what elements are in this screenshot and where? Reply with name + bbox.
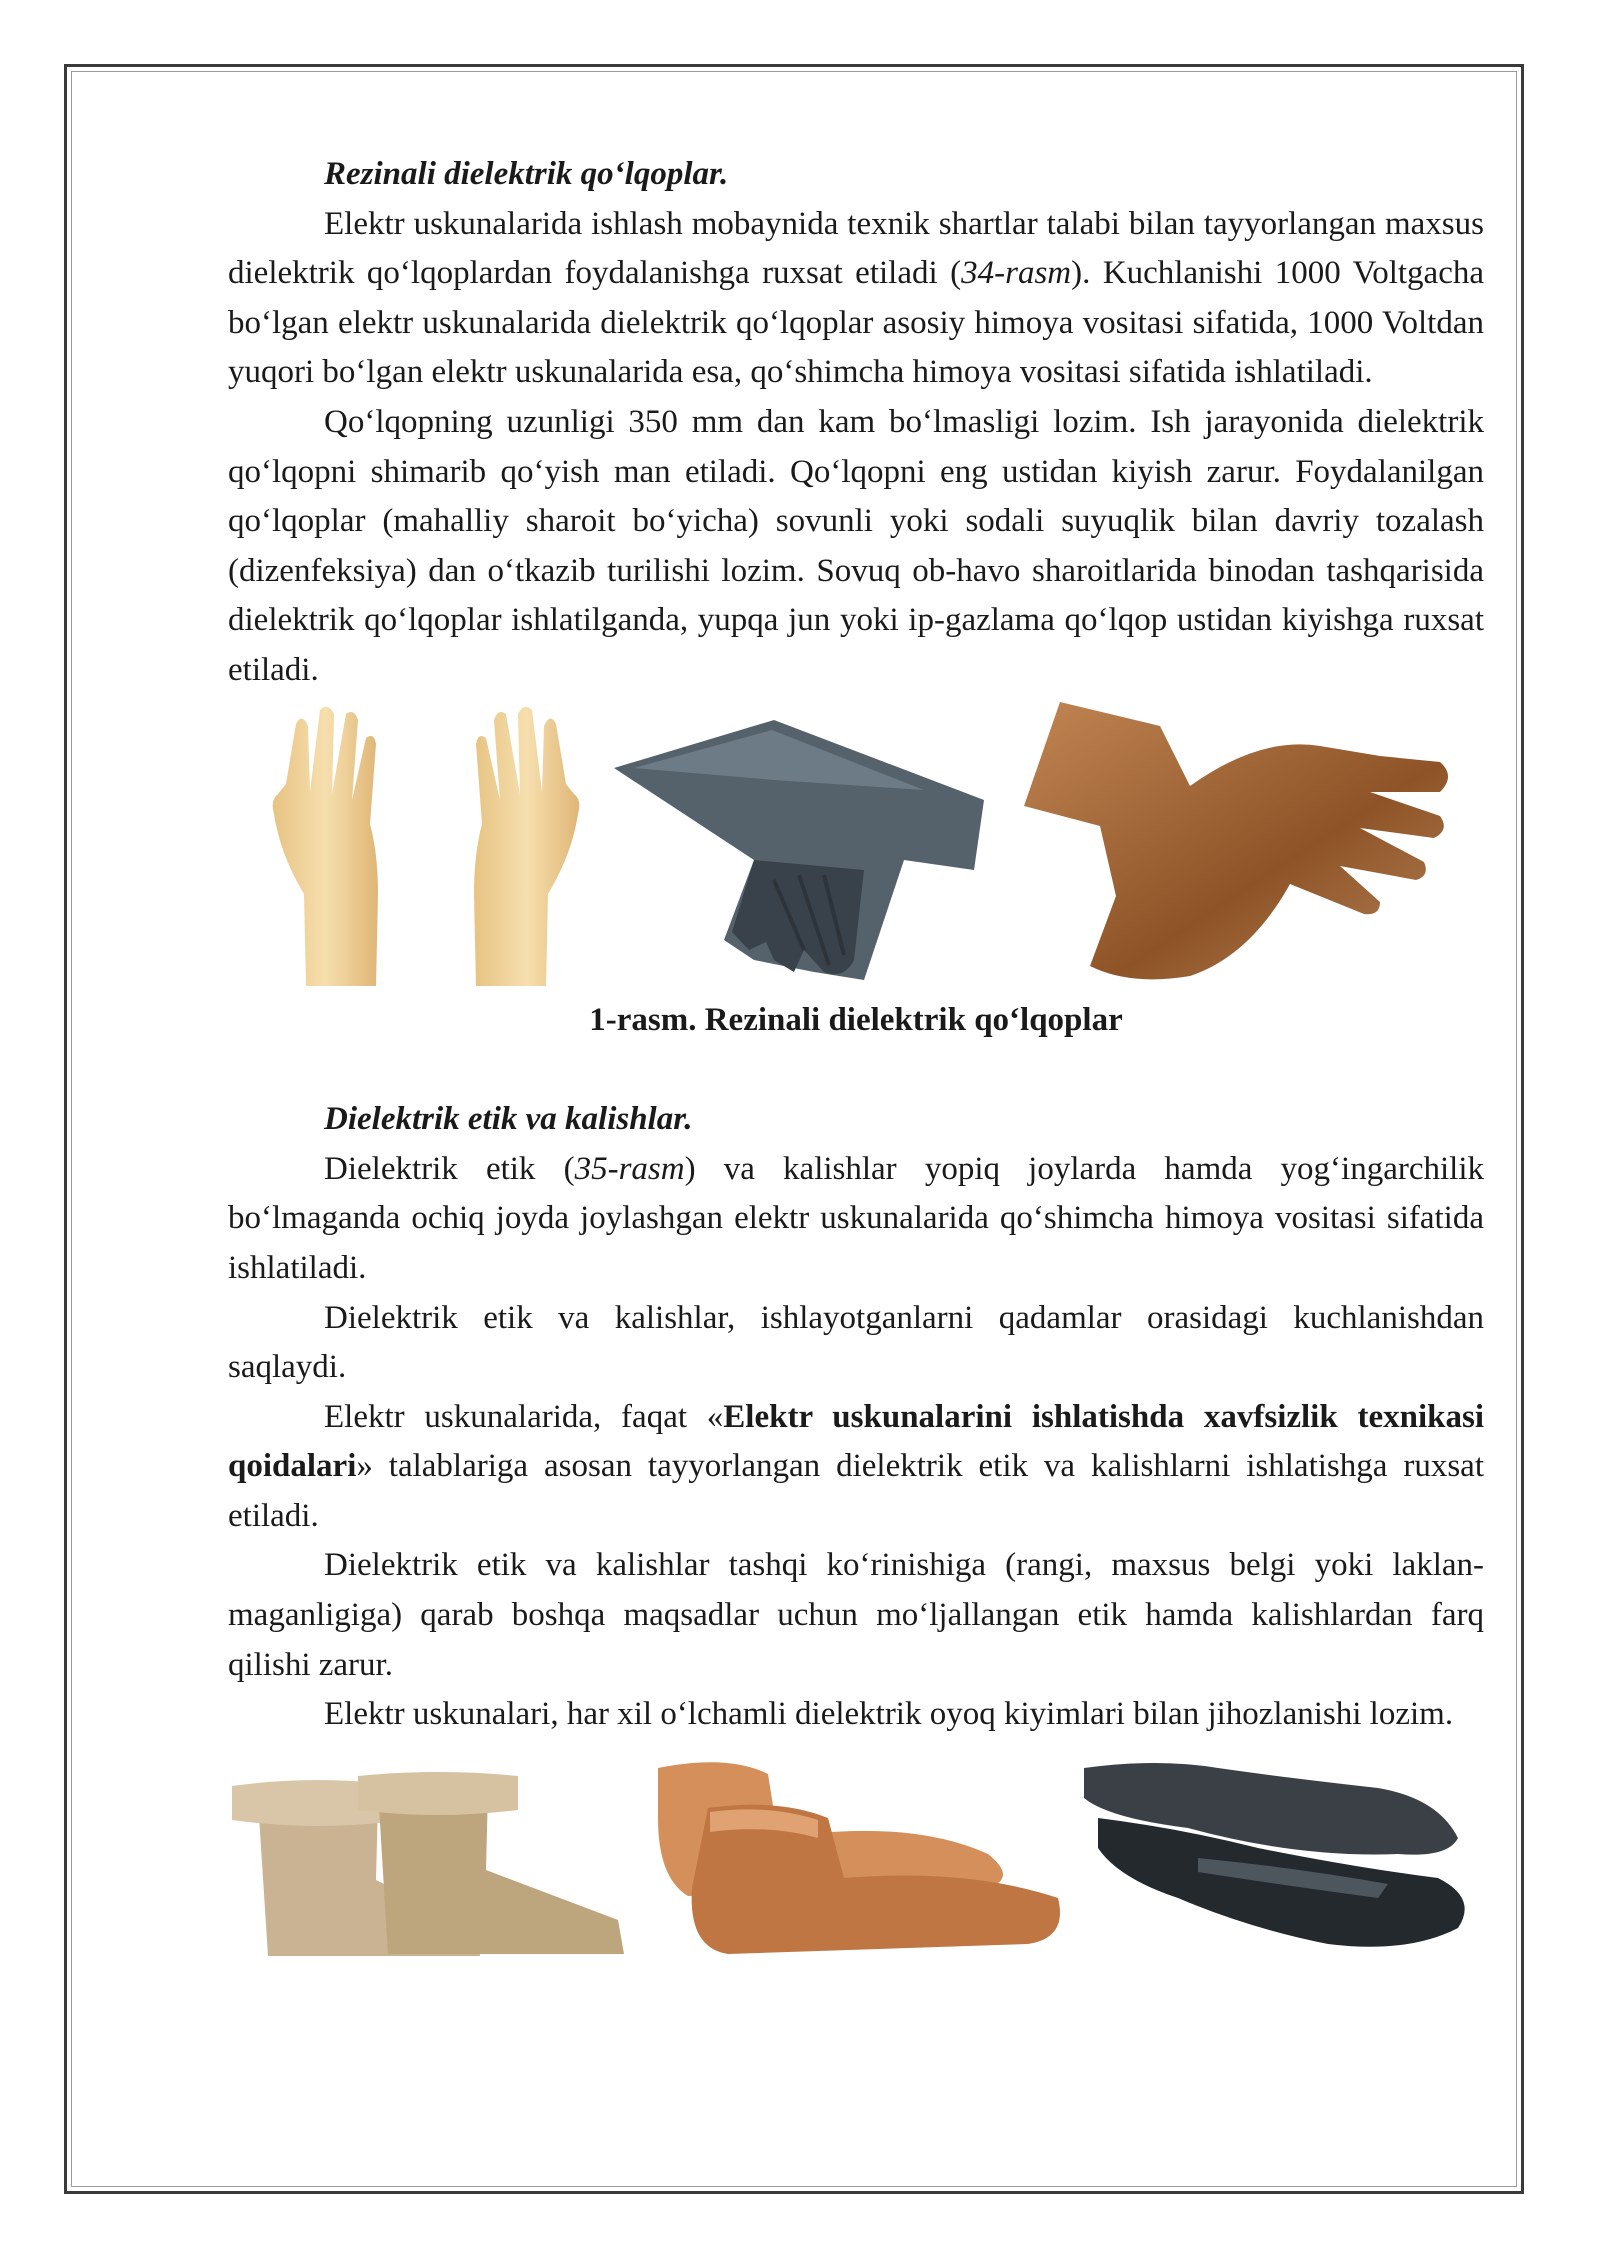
gloves-figure bbox=[228, 696, 1484, 996]
document-body bbox=[228, 150, 1484, 1968]
paragraph: Elektr uskunalarida, faqat «Elektr uskunalarini ishlatishda xavfsizlik texnikasi qoidalari» talablariga asosan tayyorlangan dielektrik etik va kalishlarni ishlatishga ruxsat etiladi. bbox=[228, 1398, 1484, 1534]
dielectric-boots-icon bbox=[228, 1770, 648, 1960]
dark-rubber-gloves-icon bbox=[604, 710, 1014, 990]
latex-gloves-icon bbox=[266, 704, 586, 989]
paragraph: Elektr uskunalari, har xil o‘lchamli dielektrik oyoq kiyimlari bilan jihozlanishi lozim. bbox=[324, 1696, 1454, 1733]
paragraph: Elektr uskunalarida ishlash mobaynida texnik shartlar talabi bilan tayyorlangan maxsus dielektrik qo‘lqoplardan foydalanishga ruxsat etiladi (34-rasm). Kuchlanishi 1000 Voltgacha bo‘lgan elektr uskunalarida dielektrik qo‘lqoplar asosiy himoya vositasi sifatida, 1000 Voltdan yuqori bo‘lgan elektr uskunalarida esa, qo‘shimcha himoya vositasi sifatida ishlatiladi. bbox=[228, 205, 1484, 391]
black-galoshes-icon bbox=[1078, 1758, 1484, 1958]
figure-reference: 35-rasm bbox=[574, 1150, 685, 1187]
section-heading-gloves: Rezinali dielektrik qo‘lqoplar. bbox=[324, 156, 729, 192]
paragraph: Dielektrik etik (35-rasm) va kalishlar yopiq joylarda hamda yog‘ingarchilik bo‘lmaganda ochiq joyda joylashgan elektr uskunalarida qo‘shimcha himoya vositasi sifatida ishlatiladi. bbox=[228, 1150, 1484, 1286]
footwear-figure bbox=[228, 1758, 1484, 1968]
paragraph: Dielektrik etik va kalishlar tashqi ko‘rinishiga (rangi, maxsus belgi yoki laklan-maganligiga) qarab boshqa maqsadlar uchun mo‘ljallangan etik hamda kalishlardan farq qilishi zarur. bbox=[228, 1547, 1484, 1683]
brown-rubber-glove-icon bbox=[1020, 696, 1460, 996]
paragraph: Dielektrik etik va kalishlar, ishlayotganlarni qadamlar orasidagi kuchlanishdan saqlaydi. bbox=[228, 1299, 1484, 1386]
paragraph: Qo‘lqopning uzunligi 350 mm dan kam bo‘lmasligi lozim. Ish jarayonida dielektrik qo‘lqopni shimarib qo‘yish man etiladi. Qo‘lqopni eng ustidan kiyish zarur. Foydalanilgan qo‘lqoplar (mahalliy sharoit bo‘yicha) sovunli yoki sodali suyuqlik bilan davriy tozalash (dizenfeksiya) dan o‘tkazib turilishi lozim. Sovuq ob-havo sharoitlarida binodan tashqarisida dielektrik qo‘lqoplar ishlatilganda, yupqa jun yoki ip-gazlama qo‘lqop ustidan kiyishga ruxsat etiladi. bbox=[228, 403, 1484, 688]
section-heading-boots: Dielektrik etik va kalishlar. bbox=[324, 1101, 693, 1138]
figure-reference: 34-rasm bbox=[961, 255, 1072, 292]
dielectric-overshoes-icon bbox=[648, 1758, 1068, 1958]
rules-title: Elektr uskunalarini ishlatishda xavfsizlik texnikasi qoidalari bbox=[228, 1398, 1484, 1485]
figure-caption: 1-rasm. Rezinali dielektrik qo‘lqoplar bbox=[589, 1001, 1123, 1038]
